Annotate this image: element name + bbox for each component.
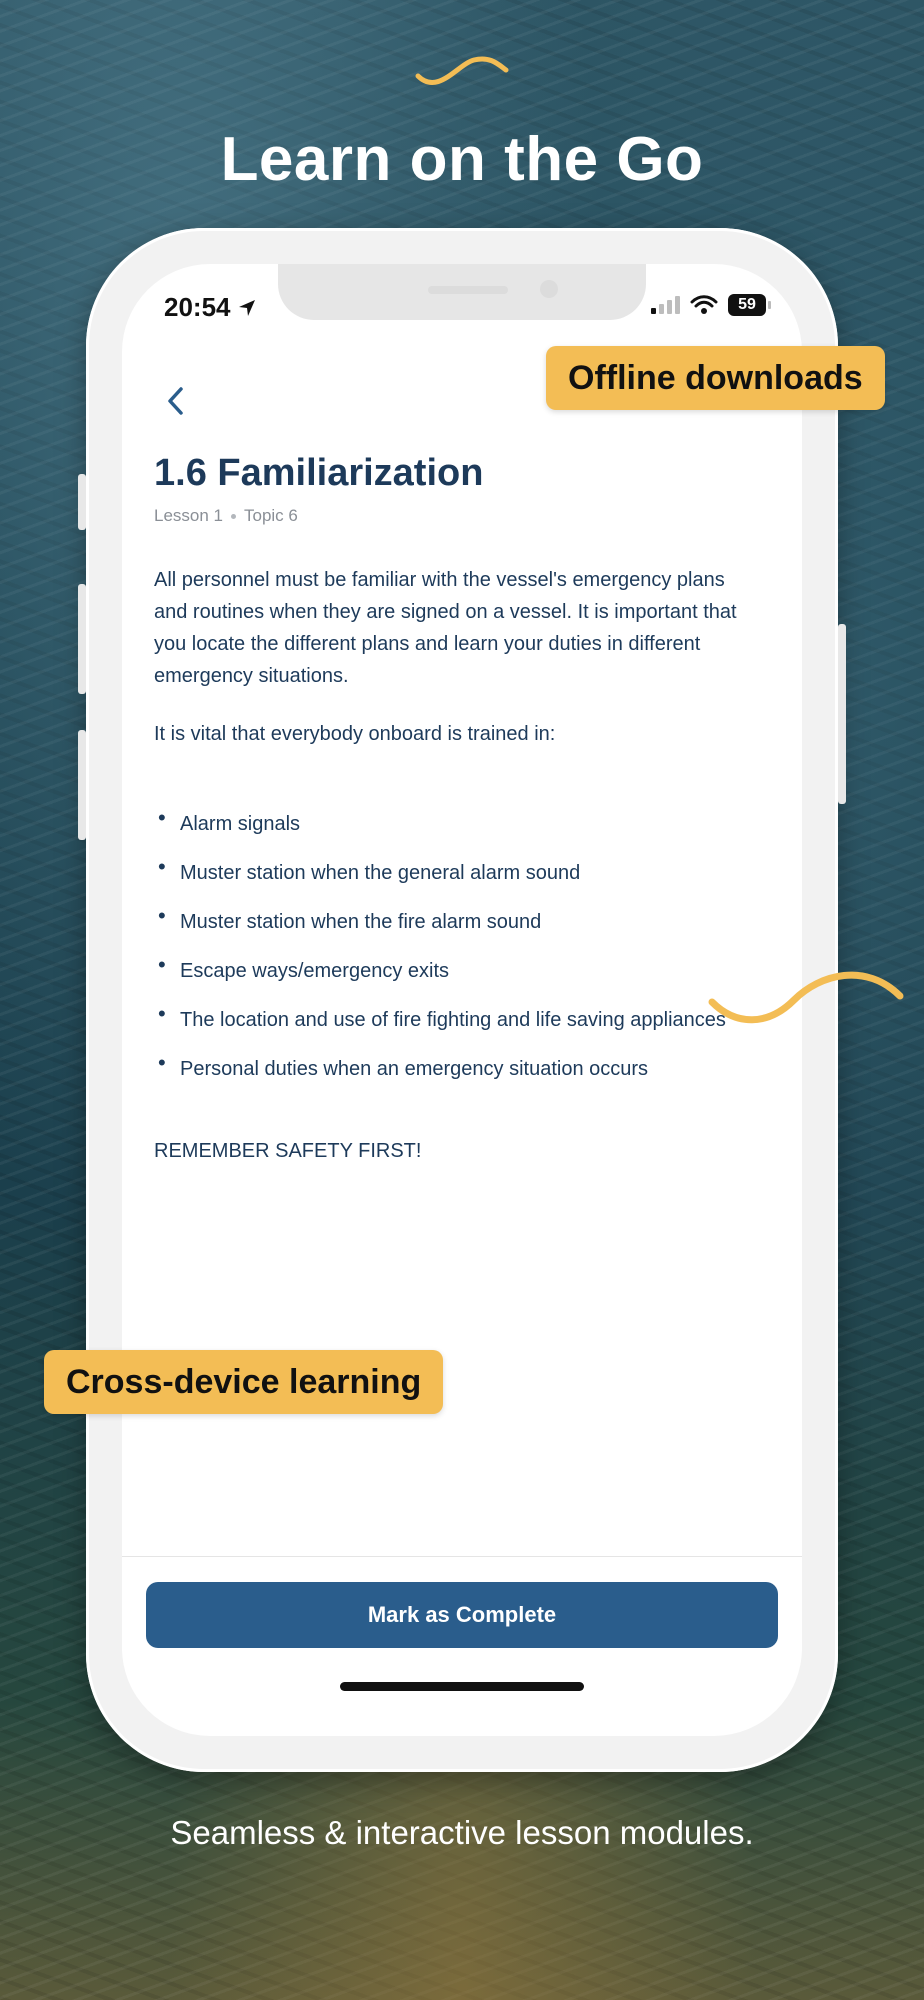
status-time bbox=[164, 292, 257, 323]
phone-volume-down bbox=[78, 730, 86, 840]
wifi-icon bbox=[690, 295, 718, 315]
list-item: • Personal duties when an emergency situation occurs bbox=[154, 1053, 754, 1085]
battery-level: 59 bbox=[738, 296, 756, 313]
squiggle-decoration-top bbox=[414, 52, 510, 92]
battery-icon bbox=[728, 294, 766, 316]
separator-dot bbox=[231, 514, 236, 519]
list-item: • Escape ways/emergency exits bbox=[154, 955, 754, 987]
lesson-content bbox=[154, 564, 754, 1193]
chevron-left-icon bbox=[165, 386, 185, 416]
home-indicator[interactable] bbox=[340, 1682, 584, 1691]
mark-complete-button[interactable]: Mark as Complete bbox=[146, 1582, 778, 1648]
lesson-title: 1.6 Familiarization bbox=[154, 452, 484, 494]
footer-divider bbox=[122, 1556, 802, 1557]
lesson-lead: It is vital that everybody onboard is trained in: bbox=[154, 723, 556, 745]
lesson-label: Lesson 1 bbox=[154, 506, 223, 525]
status-icons bbox=[650, 294, 766, 316]
lesson-meta bbox=[154, 506, 298, 526]
camera bbox=[540, 280, 558, 298]
notch bbox=[278, 264, 646, 320]
speaker bbox=[428, 286, 508, 294]
list-item: • Muster station when the general alarm sound bbox=[154, 857, 754, 889]
app-screen bbox=[122, 264, 802, 1736]
squiggle-decoration-right bbox=[706, 960, 906, 1032]
location-arrow-icon bbox=[237, 298, 257, 318]
lesson-intro: All personnel must be familiar with the vessel's emergency plans and routines when they are signed on a vessel. It is important that you locate the different plans and learn your duties in different emergency situations. bbox=[154, 569, 737, 687]
cross-device-badge: Cross-device learning bbox=[44, 1350, 443, 1414]
phone-side-button bbox=[78, 474, 86, 530]
safety-reminder: REMEMBER SAFETY FIRST! bbox=[154, 1140, 422, 1162]
offline-downloads-badge: Offline downloads bbox=[546, 346, 885, 410]
back-button[interactable] bbox=[158, 384, 192, 418]
tagline: Seamless & interactive lesson modules. bbox=[170, 1814, 754, 1851]
list-item: • The location and use of fire fighting and life saving appliances bbox=[154, 1004, 754, 1036]
headline: Learn on the Go bbox=[220, 125, 704, 194]
cellular-signal-icon bbox=[650, 295, 680, 315]
topic-label: Topic 6 bbox=[244, 506, 298, 525]
phone-volume-up bbox=[78, 584, 86, 694]
phone-power-button bbox=[838, 624, 846, 804]
list-item: • Muster station when the fire alarm sound bbox=[154, 906, 754, 938]
status-time-label: 20:54 bbox=[164, 292, 231, 322]
list-item: • Alarm signals bbox=[154, 808, 754, 840]
training-list bbox=[154, 808, 754, 1085]
